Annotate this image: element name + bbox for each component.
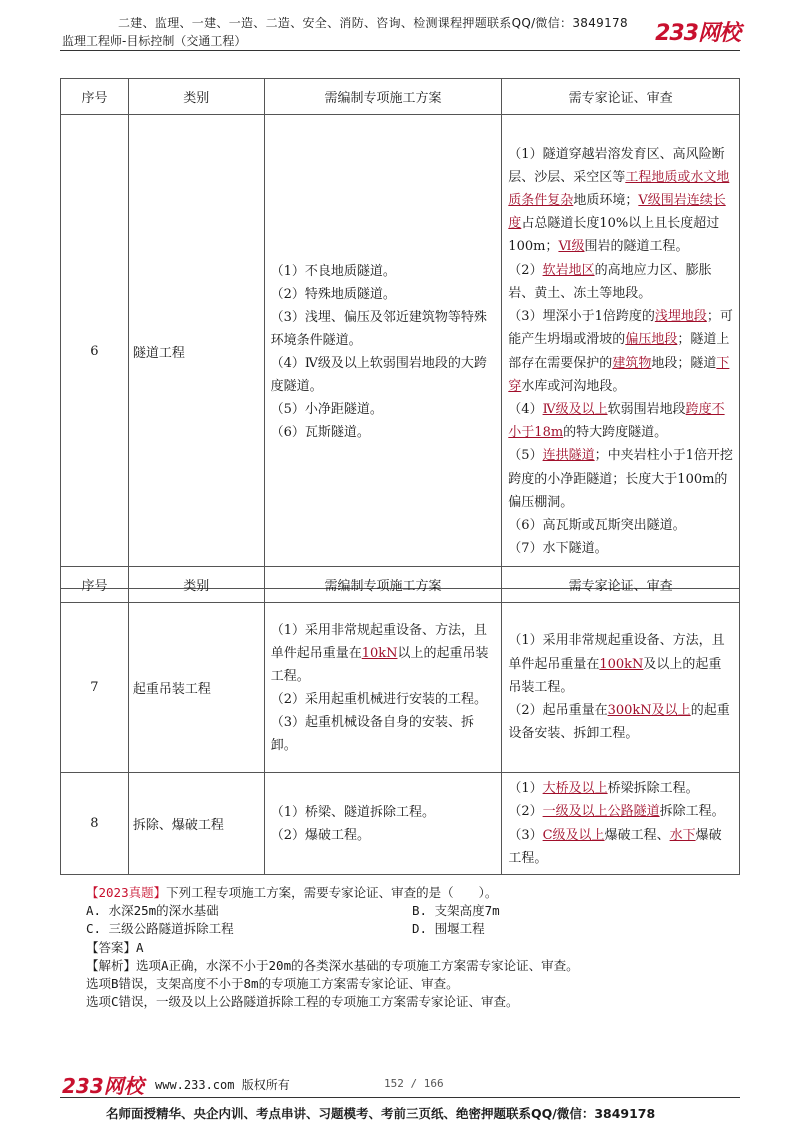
row-expert	[502, 773, 740, 875]
analysis: 【解析】选项A正确，水深不小于20m的各类深水基础的专项施工方案需专家论证、审查。	[86, 957, 579, 973]
expert-item: （2）起吊重量在300kN及以上的起重设备安装、拆卸工程。	[508, 703, 730, 742]
header-plan: 需编制专项施工方案	[264, 567, 502, 603]
table-header-row	[61, 79, 740, 115]
row-category: 起重吊装工程	[128, 603, 264, 773]
plan-item: （3）起重机械设备自身的安装、拆卸。	[270, 714, 474, 753]
expert-item: （1）采用非常规起重设备、方法，且单件起吊重量在100kN及以上的起重吊装工程。	[508, 633, 725, 695]
page-number: 152 / 166	[384, 1077, 444, 1090]
footer-logo: 233网校	[62, 1074, 144, 1098]
expert-item: （2）软岩地区的高地应力区、膨胀岩、黄土、冻土等地段。	[508, 262, 712, 301]
plan-item: （2）爆破工程。	[270, 827, 370, 843]
plan-item: （1）不良地质隧道。	[270, 263, 396, 279]
option-b: B. 支架高度7m	[412, 903, 500, 919]
header-expert: 需专家论证、审查	[502, 79, 740, 115]
question-tag: 【2023真题】	[86, 885, 167, 900]
row-plan	[264, 773, 502, 875]
plan-item: （2）特殊地质隧道。	[270, 286, 396, 302]
row-expert	[502, 115, 740, 589]
row-no: 8	[61, 773, 129, 875]
expert-item: （1）隧道穿越岩溶发育区、高风险断层、沙层、采空区等工程地质或水文地质条件复杂地质环境；Ⅴ级围岩连续长度占总隧道长度10%以上且长度超过100m；Ⅵ级围岩的隧道工程。	[508, 146, 730, 255]
options-row	[86, 920, 726, 938]
expert-item: （4）Ⅳ级及以上软弱围岩地段跨度不小于18m的特大跨度隧道。	[508, 401, 725, 441]
analysis: 选项C错误，一级及以上公路隧道拆除工程的专项施工方案需专家论证、审查。	[86, 994, 519, 1010]
option-a: A. 水深25m的深水基础	[86, 903, 219, 919]
answer: 【答案】A	[86, 939, 144, 955]
table-tunnel	[60, 78, 740, 589]
row-no: 6	[61, 115, 129, 589]
row-no: 7	[61, 603, 129, 773]
footer-site: www.233.com 版权所有	[155, 1078, 290, 1092]
expert-item: （2）一级及以上公路隧道拆除工程。（3）C级及以上爆破工程、水下爆破工程。	[508, 804, 725, 866]
question-stem: 【2023真题】下列工程专项施工方案，需要专家论证、审查的是（ ）。	[86, 885, 498, 900]
header-category: 类别	[128, 79, 264, 115]
plan-item: （6）瓦斯隧道。	[270, 424, 370, 440]
plan-item: （2）采用起重机械进行安装的工程。	[270, 691, 487, 707]
plan-item: （1）采用非常规起重设备、方法，且单件起吊重量在10kN以上的起重吊装工程。	[270, 622, 489, 684]
header-promo: 二建、监理、一建、一造、二造、安全、消防、咨询、检测课程押题联系QQ/微信：3849178	[118, 16, 628, 30]
header-expert: 需专家论证、审查	[502, 567, 740, 603]
footer-promo: 名师面授精华、央企内训、考点串讲、习题模考、考前三页纸、绝密押题联系QQ/微信：3849178	[106, 1106, 656, 1121]
plan-item: （4）Ⅳ级及以上软弱围岩地段的大跨度隧道。	[270, 355, 487, 394]
plan-item: （5）小净距隧道。	[270, 401, 383, 417]
row-expert	[502, 603, 740, 773]
row-category: 隧道工程	[128, 115, 264, 589]
row-category: 拆除、爆破工程	[128, 773, 264, 875]
footer-divider	[60, 1097, 740, 1098]
table-lifting-demolition	[60, 566, 740, 875]
expert-item: （5）连拱隧道；中夹岩柱小于1倍开挖跨度的小净距隧道；长度大于100m的偏压棚洞。	[508, 448, 733, 510]
table-header-row	[61, 567, 740, 603]
expert-item: （1）大桥及以上桥梁拆除工程。	[508, 781, 699, 797]
row-plan	[264, 115, 502, 589]
header-no: 序号	[61, 79, 129, 115]
expert-item: （3）埋深小于1倍跨度的浅埋地段；可能产生坍塌或滑坡的偏压地段；隧道上部存在需要保护的建筑物地段；隧道下穿水库或河沟地段。	[508, 309, 733, 394]
header-no: 序号	[61, 567, 129, 603]
table-row	[61, 773, 740, 875]
expert-item: （7）水下隧道。	[508, 541, 608, 557]
exam-question	[86, 884, 726, 1011]
analysis: 选项B错误，支架高度不小于8m的专项施工方案需专家论证、审查。	[86, 976, 459, 992]
plan-item: （1）桥梁、隧道拆除工程。	[270, 804, 435, 820]
brand-logo: 233网校	[655, 21, 740, 46]
option-d: D. 围堰工程	[412, 921, 485, 937]
header-subtitle: 监理工程师-目标控制（交通工程）	[62, 34, 247, 48]
header-plan: 需编制专项施工方案	[264, 79, 502, 115]
table-row	[61, 603, 740, 773]
table-row	[61, 115, 740, 589]
option-c: C. 三级公路隧道拆除工程	[86, 921, 234, 937]
expert-item: （6）高瓦斯或瓦斯突出隧道。	[508, 517, 686, 533]
options-row	[86, 902, 726, 920]
row-plan	[264, 603, 502, 773]
plan-item: （3）浅埋、偏压及邻近建筑物等特殊环境条件隧道。	[270, 309, 487, 348]
header-category: 类别	[128, 567, 264, 603]
header-divider	[60, 50, 740, 51]
